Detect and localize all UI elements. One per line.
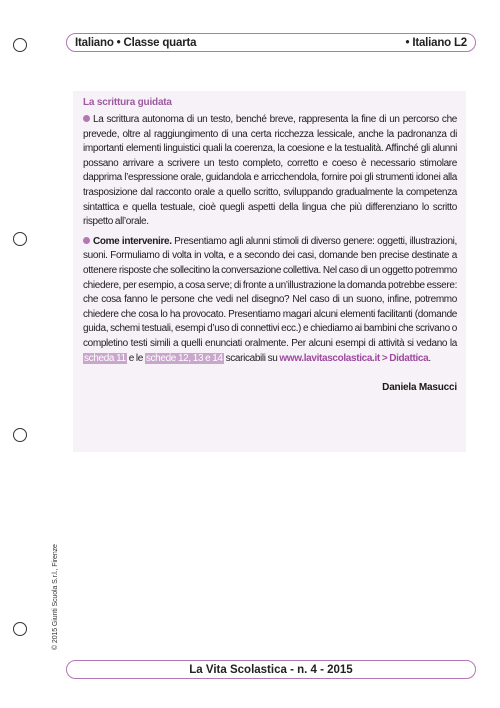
footer-text: La Vita Scolastica - n. 4 - 2015: [189, 663, 353, 676]
paragraph-intro-text: La scrittura autonoma di un testo, benché breve, rappresenta la fine di un percorso che prevede, oltre al raggiungimento di una certa ricchezza lessicale, anche la padronanza di importanti elementi linguistici quali la coerenza, la coesione e la testualità. Affinché gli alunni possano arrivare a scrivere un testo completo, corretto e coeso è necessario stimolare dapprima l’espressione orale, guidandola e arricchendola, fornire poi gli strumenti idonei alla trasposizione dal racconto orale a quello scritto, sviluppando gradualmente la competenza sintattica e quella testuale, cioè quegli aspetti della lingua che più differenziano lo scritto rispetto all’orale.: [83, 114, 457, 228]
schede-link[interactable]: schede 12, 13 e 14: [145, 352, 223, 364]
content-card: [73, 91, 466, 452]
header-section: • Italiano L2: [405, 36, 467, 49]
binder-ring-3: [13, 428, 27, 442]
paragraph-intro: [83, 113, 457, 230]
content-inner: [83, 97, 457, 393]
header-bar: [66, 33, 476, 52]
paragraph-connector: e le: [128, 352, 143, 364]
header-subject: Italiano • Classe quarta: [75, 36, 197, 49]
footer-bar: [66, 660, 476, 679]
binder-ring-1: [13, 38, 27, 52]
bullet-icon: [83, 237, 90, 244]
author-signature: Daniela Masucci: [382, 382, 457, 394]
scheda-link[interactable]: scheda 11: [84, 352, 126, 364]
bullet-icon: [83, 115, 90, 122]
paragraph-how-to: [83, 235, 457, 366]
website-link[interactable]: www.lavitascolastica.it > Didattica: [279, 352, 429, 364]
paragraph-after: scaricabili su: [225, 352, 278, 364]
copyright-notice: © 2015 Giunti Scuola S.r.l., Firenze: [52, 544, 59, 650]
section-title: La scrittura guidata: [83, 97, 172, 108]
binder-ring-2: [13, 232, 27, 246]
binder-ring-4: [13, 622, 27, 636]
paragraph-end: .: [428, 352, 431, 364]
paragraph-how-to-text: Presentiamo agli alunni stimoli di diverso genere: oggetti, illustrazioni, suoni. Formuliamo di volta in volta, e a secondo dei casi, domande ben precise destinate a ottenere risposte che sollecitino la conversazione collettiva. Nel caso di un oggetto potremmo chiedere, per esempio, a cosa serve; di fronte a un’illustrazione la domanda potrebbe essere: che cosa fanno le persone che vedi nel disegno? Nel caso di un suono, infine, potremmo chiedere che cosa lo ha provocato. Presentiamo magari alcuni elementi facilitanti (domande guida, schemi testuali, esempi d’uso di connettivi ecc.) e chiediamo ai bambini che scrivano o completino testi simili a quelli enunciati oralmente. Per alcuni esempi di attività si vedano la: [83, 235, 457, 349]
paragraph-lead: Come intervenire.: [93, 235, 172, 247]
